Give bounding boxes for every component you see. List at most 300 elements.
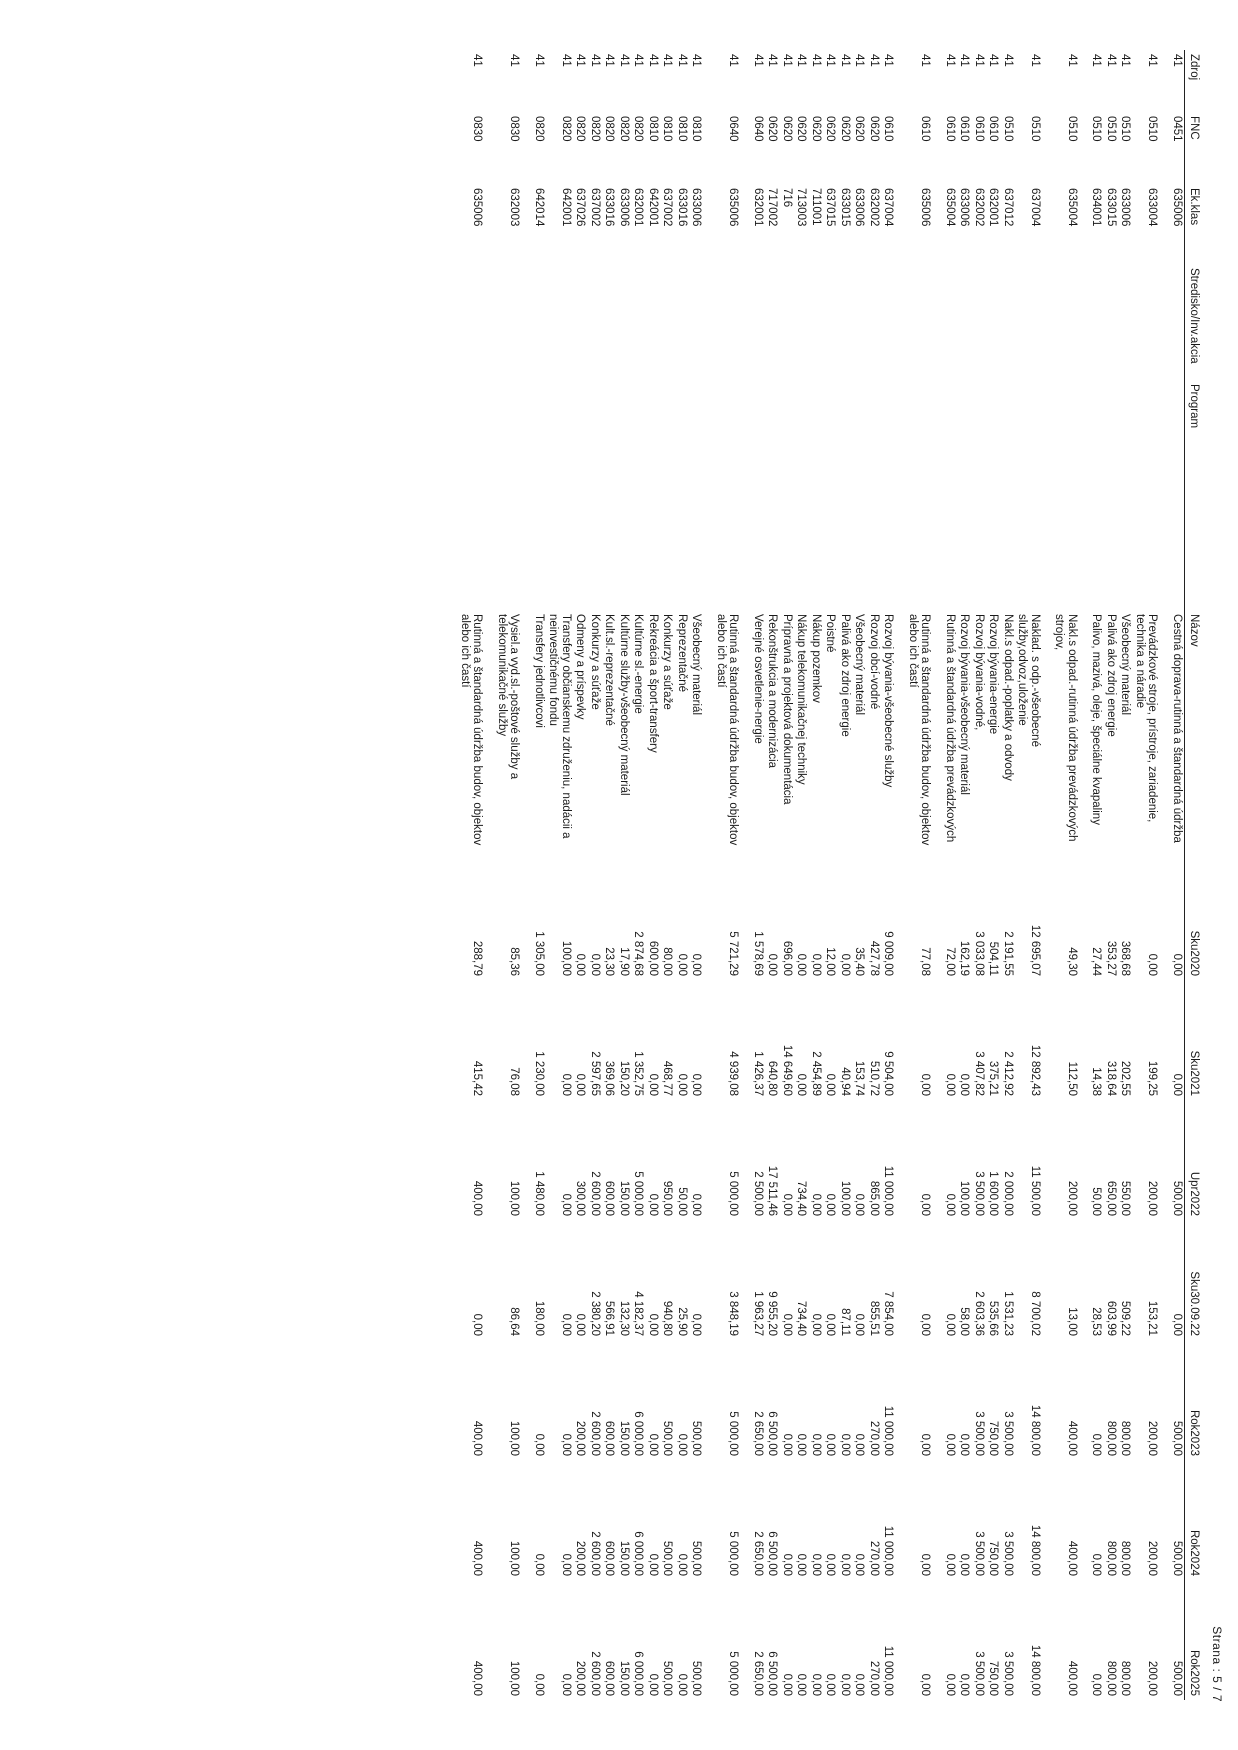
- program-cell: [957, 380, 972, 610]
- table-row: [573, 50, 588, 1700]
- rok2023-cell: 400,00: [1066, 1420, 1078, 1456]
- stredisko-cell: [838, 264, 853, 380]
- sku2020-cell: 0,00: [690, 953, 703, 976]
- stredisko-cell: [1089, 264, 1104, 380]
- upr2022-cell: 0,00: [810, 1193, 822, 1216]
- ek-klas-cell: 637002: [661, 188, 674, 227]
- nazov-cell: Kultúrne služby-všeobecný materiál: [618, 614, 630, 796]
- stredisko-cell: [458, 264, 495, 380]
- sku3009-cell: 603,99: [1105, 1300, 1117, 1336]
- fnc-cell: 0640: [752, 116, 764, 142]
- nazov-cell: Rekonštrukcia a modernizácia: [766, 614, 779, 769]
- col-header-fnc: FNC: [1185, 112, 1203, 184]
- rok2024-cell: 200,00: [574, 1540, 587, 1576]
- rok2023-cell: 5 000,00: [727, 1411, 740, 1456]
- rok2023-cell: 500,00: [1171, 1420, 1183, 1456]
- sku3009-cell: 25,90: [676, 1307, 688, 1336]
- rok2023-cell: 200,00: [1146, 1420, 1159, 1456]
- rok2023-cell: 150,00: [618, 1420, 630, 1456]
- upr2022-cell: 200,00: [1066, 1180, 1078, 1216]
- fnc-cell: 0620: [853, 116, 866, 142]
- table-row: [943, 50, 958, 1700]
- rok2023-cell: 270,00: [868, 1420, 880, 1456]
- rok2024-cell: 200,00: [1146, 1540, 1159, 1576]
- stredisko-cell: [957, 264, 972, 380]
- sku2021-cell: 0,00: [1171, 1073, 1183, 1096]
- upr2022-cell: 0,00: [781, 1193, 793, 1216]
- ek-klas-cell: 633004: [1146, 188, 1159, 227]
- ek-klas-cell: 637002: [589, 188, 601, 227]
- rok2025-cell: 0,00: [839, 1673, 851, 1696]
- stredisko-cell: [646, 264, 661, 380]
- fnc-cell: 0810: [690, 116, 703, 142]
- fnc-cell: 0510: [1146, 116, 1159, 142]
- fnc-cell: 0820: [618, 116, 630, 142]
- rok2023-cell: 0,00: [1090, 1433, 1103, 1456]
- stredisko-cell: [660, 264, 675, 380]
- sku3009-cell: 0,00: [1171, 1313, 1183, 1336]
- rok2023-cell: 0,00: [958, 1433, 971, 1456]
- rok2023-cell: 0,00: [676, 1433, 688, 1456]
- nazov-cell: Rozvoj bývania-všeobecný materiál: [958, 614, 971, 795]
- table-row: [714, 50, 751, 1700]
- rok2025-cell: 400,00: [471, 1660, 484, 1696]
- fnc-cell: 0510: [1119, 116, 1132, 142]
- stredisko-cell: [546, 264, 573, 380]
- rok2024-cell: 500,00: [661, 1540, 674, 1576]
- rok2025-cell: 0,00: [533, 1673, 545, 1696]
- nazov-cell: Palivá ako zdroj energie: [839, 614, 851, 737]
- zdroj-cell: 41: [781, 54, 793, 67]
- program-cell: [573, 380, 588, 610]
- rok2025-cell: 500,00: [661, 1660, 674, 1696]
- ek-klas-cell: 635006: [471, 188, 484, 227]
- fnc-cell: 0810: [647, 116, 659, 142]
- sku2021-cell: 12 892,43: [1029, 1044, 1041, 1096]
- rok2024-cell: 3 500,00: [1002, 1531, 1014, 1576]
- sku2021-cell: 76,08: [508, 1067, 521, 1096]
- zdroj-cell: 41: [690, 54, 703, 67]
- upr2022-cell: 2 500,00: [752, 1171, 764, 1216]
- ek-klas-cell: 635004: [1066, 188, 1078, 227]
- sku3009-cell: 9 955,20: [766, 1291, 779, 1336]
- sku2020-cell: 80,00: [661, 947, 674, 976]
- sku2020-cell: 368,68: [1119, 940, 1132, 976]
- rok2025-cell: 0,00: [781, 1673, 793, 1696]
- sku2021-cell: 0,00: [574, 1073, 587, 1096]
- rok2024-cell: 2 600,00: [589, 1531, 601, 1576]
- rok2024-cell: 5 000,00: [727, 1531, 740, 1576]
- nazov-cell: Prevádzkové stroje, prístroje, zariadenie, technika a náradie: [1134, 614, 1159, 823]
- stredisko-cell: [943, 264, 958, 380]
- fnc-cell: 0510: [1066, 116, 1078, 142]
- zdroj-cell: 41: [1146, 54, 1159, 67]
- nazov-cell: Poistné: [824, 614, 837, 653]
- rok2023-cell: 0,00: [853, 1433, 866, 1456]
- col-header-zdroj: Zdroj: [1185, 50, 1203, 112]
- program-cell: [1089, 380, 1104, 610]
- stredisko-cell: [1104, 264, 1119, 380]
- rok2025-cell: 800,00: [1105, 1660, 1117, 1696]
- table-row: [588, 50, 603, 1700]
- sku3009-cell: 0,00: [810, 1313, 822, 1336]
- program-cell: [943, 380, 958, 610]
- rok2024-cell: 270,00: [868, 1540, 880, 1576]
- sku2021-cell: 510,72: [868, 1060, 880, 1096]
- program-cell: [780, 380, 795, 610]
- table-row: [780, 50, 795, 1700]
- program-cell: [675, 380, 690, 610]
- table-row: [1001, 50, 1016, 1700]
- table-row: [1170, 50, 1185, 1700]
- sku2021-cell: 369,06: [603, 1060, 616, 1096]
- rok2025-cell: 0,00: [560, 1673, 572, 1696]
- rok2024-cell: 0,00: [810, 1553, 822, 1576]
- rok2025-cell: 0,00: [647, 1673, 659, 1696]
- nazov-cell: Reprezentačné: [676, 614, 688, 692]
- upr2022-cell: 1 600,00: [987, 1171, 1000, 1216]
- stredisko-cell: [986, 264, 1001, 380]
- fnc-cell: 0620: [810, 116, 822, 142]
- fnc-cell: 0451: [1171, 116, 1183, 142]
- program-cell: [986, 380, 1001, 610]
- rok2023-cell: 0,00: [781, 1433, 793, 1456]
- table-row: [631, 50, 646, 1700]
- rok2024-cell: 0,00: [944, 1553, 956, 1576]
- fnc-cell: 0620: [766, 116, 779, 142]
- table-row: [532, 50, 547, 1700]
- sku2021-cell: 112,50: [1066, 1061, 1078, 1096]
- sku2020-cell: 696,00: [781, 940, 793, 976]
- upr2022-cell: 1 480,00: [533, 1171, 545, 1216]
- rok2025-cell: 200,00: [1146, 1660, 1159, 1696]
- ek-klas-cell: 637012: [1002, 188, 1014, 227]
- fnc-cell: 0810: [676, 116, 688, 142]
- sku3009-cell: 1 963,27: [752, 1291, 764, 1336]
- zdroj-cell: 41: [1029, 54, 1041, 67]
- sku3009-cell: 58,00: [958, 1307, 971, 1336]
- ek-klas-cell: 633006: [958, 188, 971, 227]
- sku2020-cell: 100,00: [560, 940, 572, 976]
- sku3009-cell: 28,53: [1090, 1307, 1103, 1336]
- ek-klas-cell: 637015: [824, 188, 837, 227]
- stredisko-cell: [675, 264, 690, 380]
- nazov-cell: Palivo, mazivá, oleje, špeciálne kvapaliny: [1090, 614, 1103, 825]
- ek-klas-cell: 633015: [1105, 188, 1117, 227]
- stredisko-cell: [765, 264, 780, 380]
- rok2024-cell: 0,00: [533, 1553, 545, 1576]
- stredisko-cell: [972, 264, 987, 380]
- program-cell: [881, 380, 906, 610]
- sku3009-cell: 0,00: [781, 1313, 793, 1336]
- rok2023-cell: 750,00: [987, 1420, 1000, 1456]
- rok2023-cell: 600,00: [603, 1420, 616, 1456]
- ek-klas-cell: 633015: [839, 188, 851, 227]
- sku2021-cell: 1 352,75: [632, 1051, 645, 1096]
- rok2024-cell: 0,00: [647, 1553, 659, 1576]
- ek-klas-cell: 633006: [690, 188, 703, 227]
- ek-klas-cell: 637004: [1029, 188, 1041, 227]
- upr2022-cell: 2 000,00: [1002, 1171, 1014, 1216]
- rok2025-cell: 6 000,00: [632, 1651, 645, 1696]
- sku3009-cell: 86,64: [508, 1307, 521, 1336]
- zdroj-cell: 41: [471, 54, 484, 67]
- program-cell: [765, 380, 780, 610]
- nazov-cell: Verejné osvetlenie-nergie: [752, 614, 764, 744]
- upr2022-cell: 100,00: [839, 1180, 851, 1216]
- col-header-sku2021: Sku2021: [1185, 980, 1203, 1100]
- stredisko-cell: [495, 264, 532, 380]
- program-cell: [1015, 380, 1052, 610]
- sku2021-cell: 0,00: [795, 1073, 808, 1096]
- rok2025-cell: 0,00: [795, 1673, 808, 1696]
- sku2021-cell: 14 649,60: [781, 1044, 793, 1096]
- sku2020-cell: 1 578,69: [752, 931, 764, 976]
- sku3009-cell: 0,00: [853, 1313, 866, 1336]
- rok2025-cell: 400,00: [1066, 1660, 1078, 1696]
- fnc-cell: 0820: [574, 116, 587, 142]
- rok2025-cell: 800,00: [1119, 1660, 1132, 1696]
- rok2024-cell: 0,00: [839, 1553, 851, 1576]
- ek-klas-cell: 642014: [533, 188, 545, 227]
- rok2025-cell: 270,00: [868, 1660, 880, 1696]
- rok2023-cell: 0,00: [824, 1433, 837, 1456]
- rok2023-cell: 14 800,00: [1029, 1404, 1041, 1456]
- nazov-cell: Všeobecný materiál: [690, 614, 703, 715]
- upr2022-cell: 50,00: [676, 1187, 688, 1216]
- zdroj-cell: 41: [987, 54, 1000, 67]
- program-cell: [689, 380, 714, 610]
- sku3009-cell: 855,51: [868, 1300, 880, 1336]
- nazov-cell: Rutinná a štandardná údržba budov, objektov alebo ich častí: [459, 614, 484, 846]
- rok2023-cell: 0,00: [919, 1433, 932, 1456]
- zdroj-cell: 41: [1090, 54, 1103, 67]
- rok2023-cell: 800,00: [1119, 1420, 1132, 1456]
- sku3009-cell: 7 854,00: [882, 1291, 895, 1336]
- sku2020-cell: 504,11: [987, 941, 1000, 976]
- sku2021-cell: 0,00: [944, 1073, 956, 1096]
- upr2022-cell: 2 600,00: [589, 1171, 601, 1216]
- zdroj-cell: 41: [632, 54, 645, 67]
- rok2025-cell: 500,00: [1171, 1660, 1183, 1696]
- table-row: [689, 50, 714, 1700]
- upr2022-cell: 734,40: [795, 1180, 808, 1216]
- sku2020-cell: 600,00: [647, 940, 659, 976]
- zdroj-cell: 41: [958, 54, 971, 67]
- zdroj-cell: 41: [603, 54, 616, 67]
- sku2020-cell: 12,00: [824, 947, 837, 976]
- table-row: [1089, 50, 1104, 1700]
- zdroj-cell: 41: [727, 54, 740, 67]
- sku2021-cell: 415,42: [471, 1060, 484, 1096]
- zdroj-cell: 41: [533, 54, 545, 67]
- upr2022-cell: 0,00: [647, 1193, 659, 1216]
- zdroj-cell: 41: [574, 54, 587, 67]
- nazov-cell: Konkurzy a súťaže: [661, 614, 674, 710]
- nazov-cell: Rutinná a štandardná údržba prevádzkových: [944, 614, 956, 843]
- nazov-cell: Rozvoj bývania-všeobecné služby: [882, 614, 895, 788]
- fnc-cell: 0820: [603, 116, 616, 142]
- rok2023-cell: 2 650,00: [752, 1411, 764, 1456]
- nazov-cell: Nákup pozemkov: [810, 614, 822, 703]
- ek-klas-cell: 633006: [853, 188, 866, 227]
- rok2023-cell: 2 600,00: [589, 1411, 601, 1456]
- fnc-cell: 0620: [839, 116, 851, 142]
- upr2022-cell: 550,00: [1119, 1180, 1132, 1216]
- sku2020-cell: 0,00: [839, 953, 851, 976]
- sku2021-cell: 318,64: [1105, 1060, 1117, 1096]
- upr2022-cell: 200,00: [1146, 1180, 1159, 1216]
- sku3009-cell: 0,00: [824, 1313, 837, 1336]
- table-row: [852, 50, 867, 1700]
- sku2021-cell: 40,94: [839, 1067, 851, 1096]
- sku3009-cell: 13,00: [1066, 1307, 1078, 1336]
- fnc-cell: 0620: [781, 116, 793, 142]
- rok2024-cell: 600,00: [603, 1540, 616, 1576]
- upr2022-cell: 0,00: [944, 1193, 956, 1216]
- zdroj-cell: 41: [919, 54, 932, 67]
- zdroj-cell: 41: [589, 54, 601, 67]
- nazov-cell: Prípravná a projektová dokumentácia: [781, 614, 793, 805]
- col-header-nazov: Názov: [1185, 610, 1203, 860]
- rok2025-cell: 200,00: [574, 1660, 587, 1696]
- upr2022-cell: 11 000,00: [882, 1165, 895, 1216]
- fnc-cell: 0610: [882, 116, 895, 142]
- fnc-cell: 0640: [727, 116, 740, 142]
- col-header-program: Program: [1185, 380, 1203, 610]
- table-row: [1052, 50, 1089, 1700]
- program-cell: [852, 380, 867, 610]
- rok2023-cell: 3 500,00: [1002, 1411, 1014, 1456]
- sku2021-cell: 1 230,00: [533, 1051, 545, 1096]
- rok2024-cell: 0,00: [919, 1553, 932, 1576]
- program-cell: [646, 380, 661, 610]
- zdroj-cell: 41: [795, 54, 808, 67]
- sku2020-cell: 27,44: [1090, 947, 1103, 976]
- rok2024-cell: 800,00: [1119, 1540, 1132, 1576]
- sku2020-cell: 0,00: [1146, 953, 1159, 976]
- col-header-ek-klas: Ek.klas: [1185, 184, 1203, 264]
- program-cell: [458, 380, 495, 610]
- nazov-cell: Rozvoj bývania-vodné,: [973, 614, 985, 731]
- sku2021-cell: 2 412,92: [1002, 1051, 1014, 1096]
- program-cell: [588, 380, 603, 610]
- nazov-cell: Nákup telekomunikačnej techniky: [795, 614, 808, 785]
- nazov-cell: Kult.sl.-reprezentačné: [603, 614, 616, 726]
- stredisko-cell: [1118, 264, 1133, 380]
- ek-klas-cell: 637004: [882, 188, 895, 227]
- zdroj-cell: 41: [618, 54, 630, 67]
- zdroj-cell: 41: [973, 54, 985, 67]
- rok2023-cell: 100,00: [508, 1420, 521, 1456]
- zdroj-cell: 41: [1002, 54, 1014, 67]
- program-cell: [838, 380, 853, 610]
- sku3009-cell: 0,00: [560, 1313, 572, 1336]
- fnc-cell: 0610: [987, 116, 1000, 142]
- program-cell: [972, 380, 987, 610]
- sku2020-cell: 35,40: [853, 947, 866, 976]
- table-row: [765, 50, 780, 1700]
- upr2022-cell: 150,00: [618, 1180, 630, 1216]
- program-cell: [751, 380, 766, 610]
- stredisko-cell: [906, 264, 943, 380]
- rok2024-cell: 0,00: [824, 1553, 837, 1576]
- stredisko-cell: [751, 264, 766, 380]
- table-row: [972, 50, 987, 1700]
- program-cell: [1001, 380, 1016, 610]
- rok2025-cell: 11 000,00: [882, 1645, 895, 1696]
- sku2020-cell: 2 191,55: [1002, 931, 1014, 976]
- stredisko-cell: [867, 264, 882, 380]
- rok2023-cell: 0,00: [810, 1433, 822, 1456]
- table-row: [1133, 50, 1170, 1700]
- ek-klas-cell: 633016: [676, 188, 688, 227]
- sku2020-cell: 0,00: [676, 953, 688, 976]
- fnc-cell: 0830: [471, 116, 484, 142]
- nazov-cell: Rutinná a štandardná údržba budov, objektov alebo ich častí: [715, 614, 740, 846]
- ek-klas-cell: 635004: [944, 188, 956, 227]
- sku2020-cell: 23,30: [603, 947, 616, 976]
- stredisko-cell: [1015, 264, 1052, 380]
- program-cell: [809, 380, 824, 610]
- ek-klas-cell: 632003: [508, 188, 521, 227]
- sku2021-cell: 375,21: [987, 1060, 1000, 1096]
- ek-klas-cell: 642001: [647, 188, 659, 227]
- program-cell: [1118, 380, 1133, 610]
- fnc-cell: 0610: [958, 116, 971, 142]
- upr2022-cell: 17 511,46: [766, 1165, 779, 1216]
- program-cell: [495, 380, 532, 610]
- sku2020-cell: 0,00: [810, 953, 822, 976]
- sku2020-cell: 0,00: [1171, 953, 1183, 976]
- sku2021-cell: 468,77: [661, 1060, 674, 1096]
- sku2020-cell: 0,00: [795, 953, 808, 976]
- ek-klas-cell: 632001: [632, 188, 645, 227]
- rok2025-cell: 0,00: [824, 1673, 837, 1696]
- sku2020-cell: 0,00: [589, 953, 601, 976]
- sku2021-cell: 4 939,08: [727, 1051, 740, 1096]
- fnc-cell: 0510: [1029, 116, 1041, 142]
- budget-table: [458, 50, 1203, 1700]
- upr2022-cell: 500,00: [1171, 1180, 1183, 1216]
- nazov-cell: Naklad. s odp.-všeobecné služby,odvoz,uloženie: [1016, 614, 1041, 747]
- table-row: [660, 50, 675, 1700]
- rok2024-cell: 3 500,00: [973, 1531, 985, 1576]
- sku2020-cell: 9 009,00: [882, 931, 895, 976]
- rok2025-cell: 6 500,00: [766, 1651, 779, 1696]
- page-number: Strana : 5 / 7: [1210, 1626, 1224, 1702]
- upr2022-cell: 0,00: [560, 1193, 572, 1216]
- program-cell: [1133, 380, 1170, 610]
- rok2024-cell: 0,00: [795, 1553, 808, 1576]
- zdroj-cell: 41: [824, 54, 837, 67]
- rok2023-cell: 0,00: [647, 1433, 659, 1456]
- program-cell: [867, 380, 882, 610]
- rok2024-cell: 0,00: [1090, 1553, 1103, 1576]
- upr2022-cell: 0,00: [853, 1193, 866, 1216]
- sku2021-cell: 0,00: [647, 1073, 659, 1096]
- sku2021-cell: 0,00: [958, 1073, 971, 1096]
- fnc-cell: 0820: [589, 116, 601, 142]
- ek-klas-cell: 632002: [868, 188, 880, 227]
- rok2024-cell: 800,00: [1105, 1540, 1117, 1576]
- sku3009-cell: 4 182,37: [632, 1291, 645, 1336]
- stredisko-cell: [1133, 264, 1170, 380]
- rok2025-cell: 500,00: [690, 1660, 703, 1696]
- fnc-cell: 0510: [1002, 116, 1014, 142]
- table-row: [823, 50, 838, 1700]
- sku2020-cell: 0,00: [574, 953, 587, 976]
